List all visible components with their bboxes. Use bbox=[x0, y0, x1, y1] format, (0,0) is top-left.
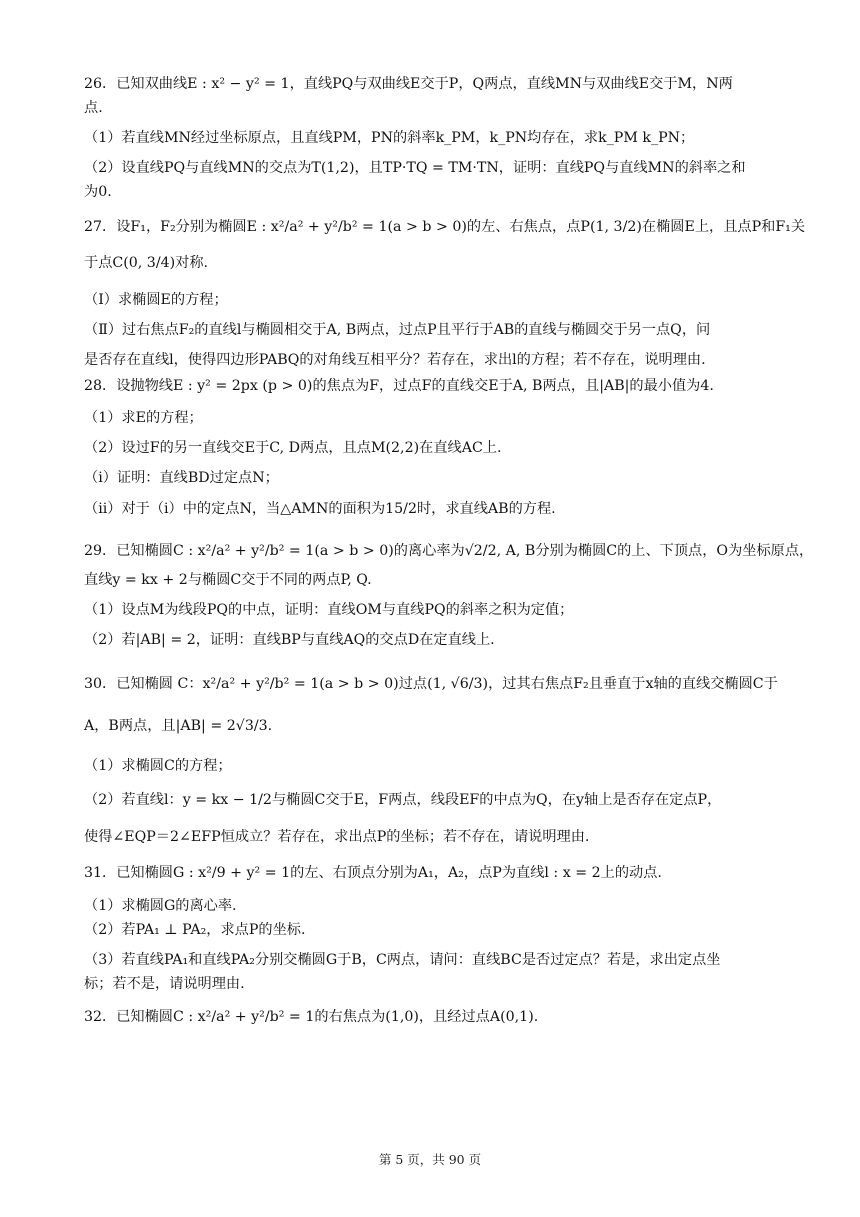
problem-29-stem: 29．已知椭圆C : x²/a² + y²/b² = 1(a > b > 0)的离心率为√2/2, A, B分别为椭圆C的上、下顶点，O为坐标原点， bbox=[84, 543, 814, 559]
problem-28 bbox=[84, 372, 780, 528]
problem-29-part-2: （2）若|AB| = 2，证明：直线BP与直线AQ的交点D在定直线上. bbox=[84, 632, 495, 648]
problem-30-stem-cont: A，B两点，且|AB| = 2√3/3. bbox=[84, 718, 273, 734]
problem-28-part-2: （2）设过F的另一直线交E于C, D两点，且点M(2,2)在直线AC上. bbox=[84, 440, 502, 456]
problem-30-part-1: （1）求椭圆C的方程； bbox=[84, 758, 232, 774]
problem-30-part-2: （2）若直线l：y = kx − 1/2与椭圆C交于E，F两点，线段EF的中点为Q，在y轴上是否存在定点P， bbox=[84, 792, 722, 808]
problem-26 bbox=[84, 72, 780, 204]
problem-28-part-2-ii: （ii）对于（i）中的定点N，当△AMN的面积为15/2时，求直线AB的方程. bbox=[84, 501, 556, 517]
problem-26-part-1: （1）若直线MN经过坐标原点，且直线PM，PN的斜率k_PM，k_PN均存在，求k_PM k_PN； bbox=[84, 130, 695, 146]
problem-28-stem: 28．设抛物线E : y² = 2px (p > 0)的焦点为F，过点F的直线交E于A, B两点，且|AB|的最小值为4. bbox=[84, 378, 714, 394]
problem-30 bbox=[84, 664, 780, 852]
problem-list bbox=[84, 72, 814, 1032]
problem-28-part-1: （1）求E的方程； bbox=[84, 410, 203, 426]
problem-32-stem: 32．已知椭圆C : x²/a² + y²/b² = 1的右焦点为(1,0)，且经过点A(0,1). bbox=[84, 1009, 539, 1025]
problem-31-part-1: （1）求椭圆G的离心率. bbox=[84, 898, 237, 914]
problem-27-part-1: （Ⅰ）求椭圆E的方程； bbox=[84, 292, 228, 308]
problem-31-part-3-cont: 标；若不是，请说明理由. bbox=[84, 976, 245, 992]
problem-32 bbox=[84, 1002, 780, 1032]
page-footer: 第 5 页，共 90 页 bbox=[378, 1152, 482, 1167]
problem-27-part-2: （Ⅱ）过右焦点F₂的直线l与椭圆相交于A, B两点，过点P且平行于AB的直线与椭圆交于另一点Q，问 bbox=[84, 322, 711, 338]
problem-27 bbox=[84, 210, 806, 372]
problem-30-stem: 30．已知椭圆 C：x²/a² + y²/b² = 1(a > b > 0)过点(1, √6/3)，过其右焦点F₂且垂直于x轴的直线交椭圆C于 bbox=[84, 676, 778, 692]
problem-27-part-2-cont: 是否存在直线l，使得四边形PABQ的对角线互相平分？若存在，求出l的方程；若不存在，说明理由. bbox=[84, 352, 706, 368]
problem-27-stem-cont: 于点C(0, 3/4)对称. bbox=[84, 255, 209, 271]
problem-29-stem-cont: 直线y = kx + 2与椭圆C交于不同的两点P, Q. bbox=[84, 572, 372, 588]
problem-31 bbox=[84, 858, 780, 996]
problem-26-stem: 26．已知双曲线E : x² − y² = 1，直线PQ与双曲线E交于P，Q两点，直线MN与双曲线E交于M，N两 bbox=[84, 76, 733, 92]
problem-30-part-2-cont: 使得∠EQP＝2∠EFP恒成立？若存在，求出点P的坐标；若不存在，请说明理由. bbox=[84, 829, 590, 845]
problem-27-stem: 27．设F₁，F₂分别为椭圆E : x²/a² + y²/b² = 1(a > b > 0)的左、右焦点，点P(1, 3/2)在椭圆E上，且点P和F₁关 bbox=[84, 219, 806, 235]
problem-26-part-2: （2）设直线PQ与直线MN的交点为T(1,2)，且TP·TQ = TM·TN，证明：直线PQ与直线MN的斜率之和 bbox=[84, 160, 746, 176]
problem-28-part-2-i: （i）证明：直线BD过定点N； bbox=[84, 470, 279, 486]
problem-31-stem: 31．已知椭圆G : x²/9 + y² = 1的左、右顶点分别为A₁，A₂，点P为直线l : x = 2上的动点. bbox=[84, 865, 662, 881]
problem-29-part-1: （1）设点M为线段PQ的中点，证明：直线OM与直线PQ的斜率之积为定值； bbox=[84, 602, 574, 618]
problem-26-part-2-cont: 为0. bbox=[84, 184, 112, 200]
problem-31-part-2: （2）若PA₁ ⊥ PA₂，求点P的坐标. bbox=[84, 922, 306, 938]
problem-26-stem-cont: 点. bbox=[84, 100, 103, 116]
problem-29 bbox=[84, 534, 814, 652]
problem-31-part-3: （3）若直线PA₁和直线PA₂分别交椭圆G于B，C两点，请问：直线BC是否过定点？若是，求出定点坐 bbox=[84, 952, 721, 968]
